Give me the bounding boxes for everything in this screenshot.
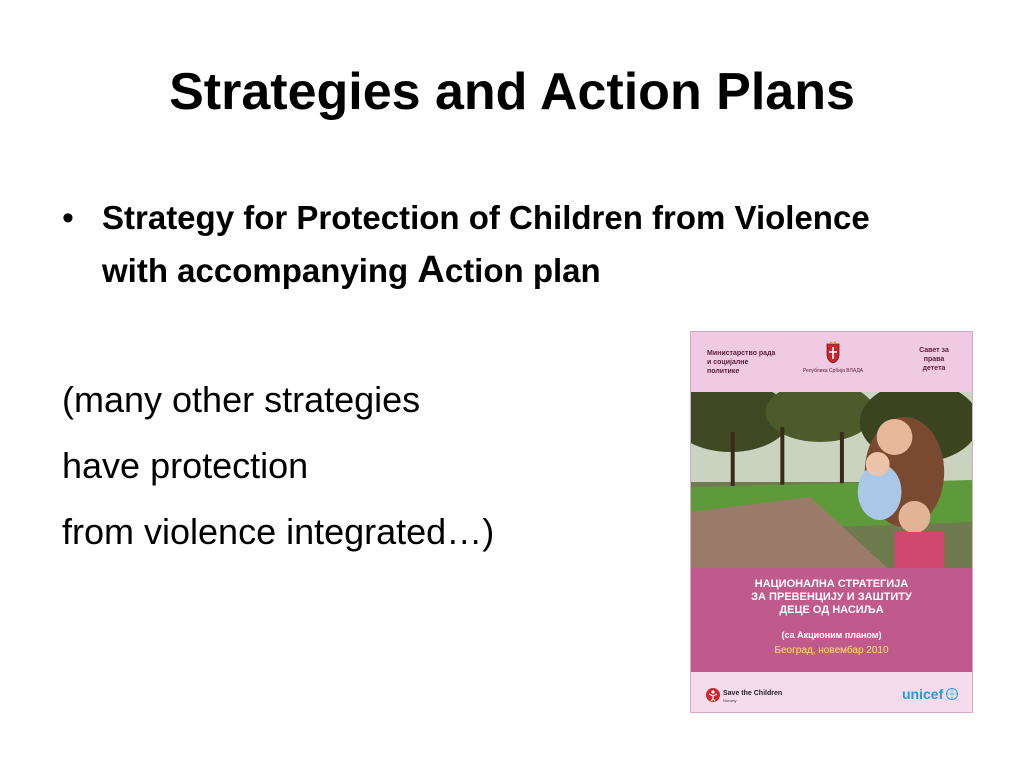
cover-title-line-1: НАЦИОНАЛНА СТРАТЕГИЈА <box>754 578 909 590</box>
cover-title <box>691 578 972 617</box>
cover-title-line-2: ЗА ПРЕВЕНЦИЈУ И ЗАШТИТУ <box>751 591 912 603</box>
cover-crest-text: Република Србија ВЛАДА <box>802 368 864 374</box>
note-line-2: have protection <box>62 445 309 486</box>
cover-ministry-text: Министарство рада и социјалне политике <box>707 350 776 375</box>
note-line-3: from violence integrated…) <box>62 511 495 552</box>
bullet-text-big-letter: A <box>417 249 445 291</box>
bullet-text <box>102 192 902 297</box>
unicef-globe-icon <box>946 688 958 700</box>
book-cover-image <box>690 331 973 713</box>
cover-photo <box>691 392 972 570</box>
cover-footer <box>691 672 972 713</box>
save-the-children-text: Save the Children <box>723 690 783 697</box>
save-the-children-sub: Norway <box>723 698 737 703</box>
cover-subtitle: (са Акционим планом) <box>781 630 882 640</box>
unicef-logo-text: unicef <box>902 686 944 702</box>
cover-place-date: Београд, новембар 2010 <box>774 645 889 656</box>
bullet-dot-icon: • <box>62 199 74 237</box>
cover-header <box>691 332 972 392</box>
bullet-text-part1: Strategy for Protection of Children from Violence with accompanying <box>102 199 870 289</box>
serbian-crest-icon <box>824 340 842 364</box>
cover-council-text: Савет за права детета <box>919 347 949 372</box>
cover-title-line-3: ДЕЦЕ ОД НАСИЉА <box>779 604 884 616</box>
save-the-children-logo-icon <box>706 688 720 702</box>
slide-title: Strategies and Action Plans <box>169 63 855 121</box>
note-line-1: (many other strategies <box>62 379 421 420</box>
bullet-text-part2: ction plan <box>444 252 601 289</box>
